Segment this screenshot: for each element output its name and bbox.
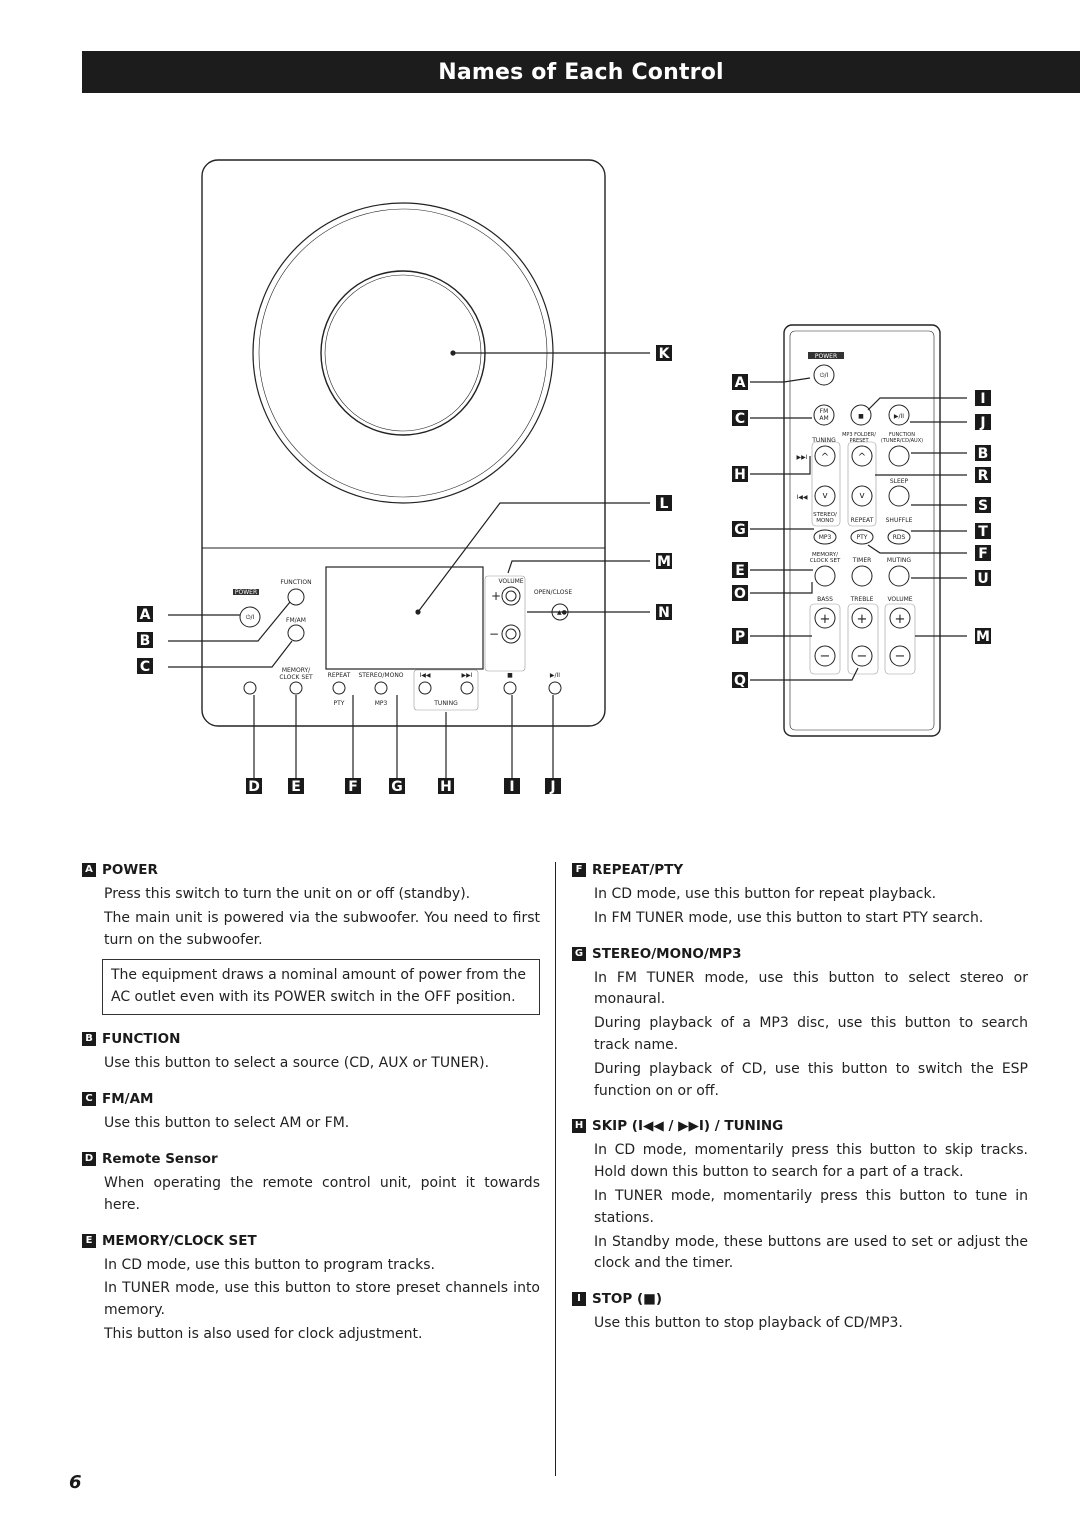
section-text: In TUNER mode, momentarily press this button to tune in stations. (594, 1187, 1028, 1226)
svg-text:+: + (894, 612, 906, 627)
section-text: In CD mode, use this button to program tracks. (104, 1256, 436, 1273)
remote-play-symbol: ▶/II (893, 413, 905, 420)
callout-d: D (248, 779, 260, 795)
remote-power-tag: POWER (814, 353, 838, 360)
section-badge: D (82, 1152, 96, 1166)
remote-bass-label: BASS (817, 596, 833, 603)
main-clock-label: CLOCK SET (279, 674, 313, 681)
svg-text:J: J (980, 415, 986, 431)
svg-text:−: − (856, 649, 868, 664)
svg-text:P: P (734, 629, 746, 645)
main-stereo-button[interactable] (375, 682, 387, 694)
main-unit (202, 160, 605, 726)
svg-text:C: C (734, 411, 746, 427)
remote-shuffle-label: SHUFFLE (885, 517, 913, 524)
callout-k: K (658, 346, 670, 362)
svg-text:T: T (978, 524, 988, 540)
main-prev-symbol: I◀◀ (419, 672, 431, 679)
svg-text:B: B (977, 446, 989, 462)
section-repeat-pty (572, 862, 1028, 930)
section-heading: Remote Sensor (102, 1150, 218, 1167)
svg-text:R: R (977, 468, 989, 484)
section-heading: STEREO/MONO/MP3 (592, 945, 742, 962)
main-unit-body (202, 160, 605, 726)
svg-text:−: − (819, 649, 831, 664)
remote-muting-button[interactable] (889, 566, 909, 586)
section-skip-tuning (572, 1118, 1028, 1275)
main-function-label: FUNCTION (280, 579, 312, 586)
section-memory-clock (82, 1233, 540, 1346)
page-title: Names of Each Control (438, 59, 724, 85)
svg-text:PRESET: PRESET (849, 438, 869, 444)
display-window (326, 567, 483, 669)
callout-n: N (658, 605, 670, 621)
main-next-symbol: ▶▶I (461, 672, 473, 679)
remote-timer-button[interactable] (852, 566, 872, 586)
section-badge: G (572, 947, 586, 961)
remote-callouts-left (732, 374, 748, 689)
main-stop-button[interactable] (504, 682, 516, 694)
svg-text:+: + (819, 612, 831, 627)
remote-function-button[interactable] (889, 446, 909, 466)
section-heading: REPEAT/PTY (592, 862, 684, 878)
svg-text:+: + (856, 612, 868, 627)
section-remote-sensor (82, 1151, 540, 1217)
section-text: This button is also used for clock adjustment. (104, 1325, 423, 1342)
section-heading: FM/AM (102, 1091, 154, 1108)
main-stereo-label: STEREO/MONO (358, 672, 404, 679)
svg-text:(TUNER/CD/AUX): (TUNER/CD/AUX) (880, 438, 924, 444)
callout-j: J (550, 779, 556, 795)
section-text: Use this button to select AM or FM. (104, 1115, 350, 1132)
remote-next-symbol: ▶▶I (796, 454, 808, 461)
section-heading: MEMORY/CLOCK SET (102, 1232, 257, 1249)
main-repeat-label: REPEAT (327, 672, 351, 679)
section-heading: STOP (■) (592, 1291, 663, 1308)
svg-text:MEMORY/: MEMORY/ (812, 552, 838, 558)
main-callouts-right (656, 345, 672, 621)
svg-text:A: A (734, 375, 746, 391)
section-heading: FUNCTION (102, 1031, 181, 1048)
callout-f: F (348, 779, 358, 795)
svg-text:^: ^ (820, 452, 830, 463)
remote-callouts-right (975, 390, 991, 645)
callout-i: I (509, 779, 515, 795)
remote-memory-button[interactable] (815, 566, 835, 586)
main-prev-button[interactable] (419, 682, 431, 694)
section-text: In TUNER mode, use this button to store preset channels into memory. (104, 1280, 540, 1319)
main-pty-label: PTY (333, 700, 345, 707)
remote-muting-label: MUTING (886, 557, 912, 564)
callout-l: L (659, 496, 669, 512)
descriptions-right (572, 862, 1028, 1351)
power-note-box: The equipment draws a nominal amount of power from the AC outlet even with its POWER switch in the OFF position. (102, 959, 540, 1015)
svg-text:v: v (859, 491, 865, 501)
remote-sensor (244, 682, 256, 694)
remote-prev-symbol: I◀◀ (796, 494, 808, 501)
main-memory-label: MEMORY/ (281, 667, 311, 674)
svg-text:MONO: MONO (816, 518, 834, 524)
section-badge: C (82, 1092, 96, 1106)
section-text: Press this switch to turn the unit on or off (standby). (104, 886, 471, 902)
svg-text:G: G (734, 522, 746, 538)
section-badge: B (82, 1032, 96, 1046)
remote-volume-label: VOLUME (887, 596, 913, 603)
main-repeat-button[interactable] (333, 682, 345, 694)
svg-text:STEREO/: STEREO/ (813, 512, 837, 518)
section-power (82, 862, 540, 1015)
callout-e: E (291, 779, 301, 795)
svg-text:H: H (734, 467, 746, 483)
remote-sleep-label: SLEEP (889, 478, 909, 485)
remote-rds-text: RDS (892, 534, 906, 541)
callout-b: B (139, 633, 151, 649)
main-function-button[interactable] (288, 589, 304, 605)
section-text: During playback of CD, use this button to switch the ESP function on or off. (594, 1060, 1028, 1099)
svg-text:S: S (977, 498, 989, 514)
main-memory-button[interactable] (290, 682, 302, 694)
section-heading: SKIP (I◀◀ / ▶▶I) / TUNING (592, 1118, 784, 1135)
section-text: In FM TUNER mode, use this button to start PTY search. (594, 909, 984, 926)
volume-up-button[interactable] (502, 587, 520, 605)
descriptions-left (82, 862, 540, 1362)
section-text: Use this button to select a source (CD, AUX or TUNER). (104, 1055, 490, 1072)
svg-text:^: ^ (857, 452, 867, 463)
callout-a: A (139, 607, 151, 623)
section-stereo-mono-mp3 (572, 946, 1028, 1103)
svg-text:E: E (735, 563, 745, 579)
main-mp3-label: MP3 (374, 700, 388, 707)
main-callouts-bottom (246, 778, 561, 795)
remote-stop-symbol: ■ (858, 413, 864, 420)
section-badge: I (572, 1292, 586, 1306)
section-fmam (82, 1091, 540, 1135)
remote-timer-label: TIMER (852, 557, 872, 564)
remote-pty-text: PTY (856, 534, 868, 541)
svg-text:FUNCTION: FUNCTION (889, 432, 915, 438)
svg-text:M: M (976, 629, 990, 645)
callout-h: H (440, 779, 452, 795)
remote-fm-text: FM (819, 408, 829, 415)
main-eject-symbol: ▲● (557, 609, 567, 616)
volume-down-button[interactable] (502, 625, 520, 643)
section-text: Use this button to stop playback of CD/MP3. (594, 1315, 903, 1332)
remote-mp3-text: MP3 (818, 534, 832, 541)
callout-m: M (657, 554, 671, 570)
svg-text:MP3 FOLDER/: MP3 FOLDER/ (842, 432, 876, 438)
main-play-button[interactable] (549, 682, 561, 694)
svg-text:CLOCK SET: CLOCK SET (809, 558, 841, 564)
main-fmam-label: FM/AM (286, 617, 306, 624)
main-openclose-label: OPEN/CLOSE (533, 589, 573, 596)
svg-text:F: F (978, 546, 988, 562)
section-text: In CD mode, momentarily press this button to skip tracks. Hold down this button to search for a part of a track. (594, 1142, 1028, 1181)
main-volume-minus: − (489, 627, 500, 641)
remote-sleep-button[interactable] (889, 486, 909, 506)
remote-tuning-label: TUNING (812, 437, 836, 444)
main-play-symbol: ▶/II (549, 672, 561, 679)
svg-text:v: v (822, 491, 828, 501)
section-text: During playback of a MP3 disc, use this button to search track name. (594, 1015, 1028, 1053)
main-fmam-button[interactable] (288, 625, 304, 641)
svg-text:Q: Q (734, 673, 746, 689)
section-heading: POWER (102, 862, 158, 878)
main-next-button[interactable] (461, 682, 473, 694)
main-callouts-left (137, 606, 153, 675)
main-volume-label: VOLUME (498, 578, 524, 585)
column-divider (555, 862, 556, 1476)
section-text: In Standby mode, these buttons are used to set or adjust the clock and the timer. (594, 1233, 1028, 1272)
section-text: The main unit is powered via the subwoofer. You need to first turn on the subwoofer. (104, 909, 540, 948)
section-function (82, 1031, 540, 1075)
remote-treble-label: TREBLE (850, 596, 874, 603)
svg-text:O: O (734, 586, 746, 602)
main-volume-plus: + (491, 589, 502, 603)
section-badge: E (82, 1234, 96, 1248)
main-power-symbol: ⏻/I (245, 614, 255, 621)
section-stop (572, 1291, 1028, 1335)
remote-am-text: AM (819, 415, 829, 422)
remote-power-symbol: ⏻/I (819, 372, 829, 379)
callout-c: C (139, 659, 151, 675)
section-badge: F (572, 863, 586, 877)
section-text: In CD mode, use this button for repeat playback. (594, 886, 937, 902)
section-badge: H (572, 1119, 586, 1133)
page-number: 6 (69, 1472, 82, 1493)
remote-repeat-label: REPEAT (850, 517, 874, 524)
main-power-tag: POWER (234, 589, 258, 596)
section-text: When operating the remote control unit, point it towards here. (104, 1174, 540, 1213)
svg-text:U: U (977, 571, 989, 587)
main-tuning-label: TUNING (434, 700, 458, 707)
svg-text:−: − (894, 649, 906, 664)
section-text: In FM TUNER mode, use this button to select stereo or monaural. (594, 969, 1028, 1008)
section-badge: A (82, 863, 96, 877)
svg-text:I: I (980, 391, 986, 407)
main-stop-symbol: ■ (507, 672, 513, 679)
callout-g: G (391, 779, 403, 795)
